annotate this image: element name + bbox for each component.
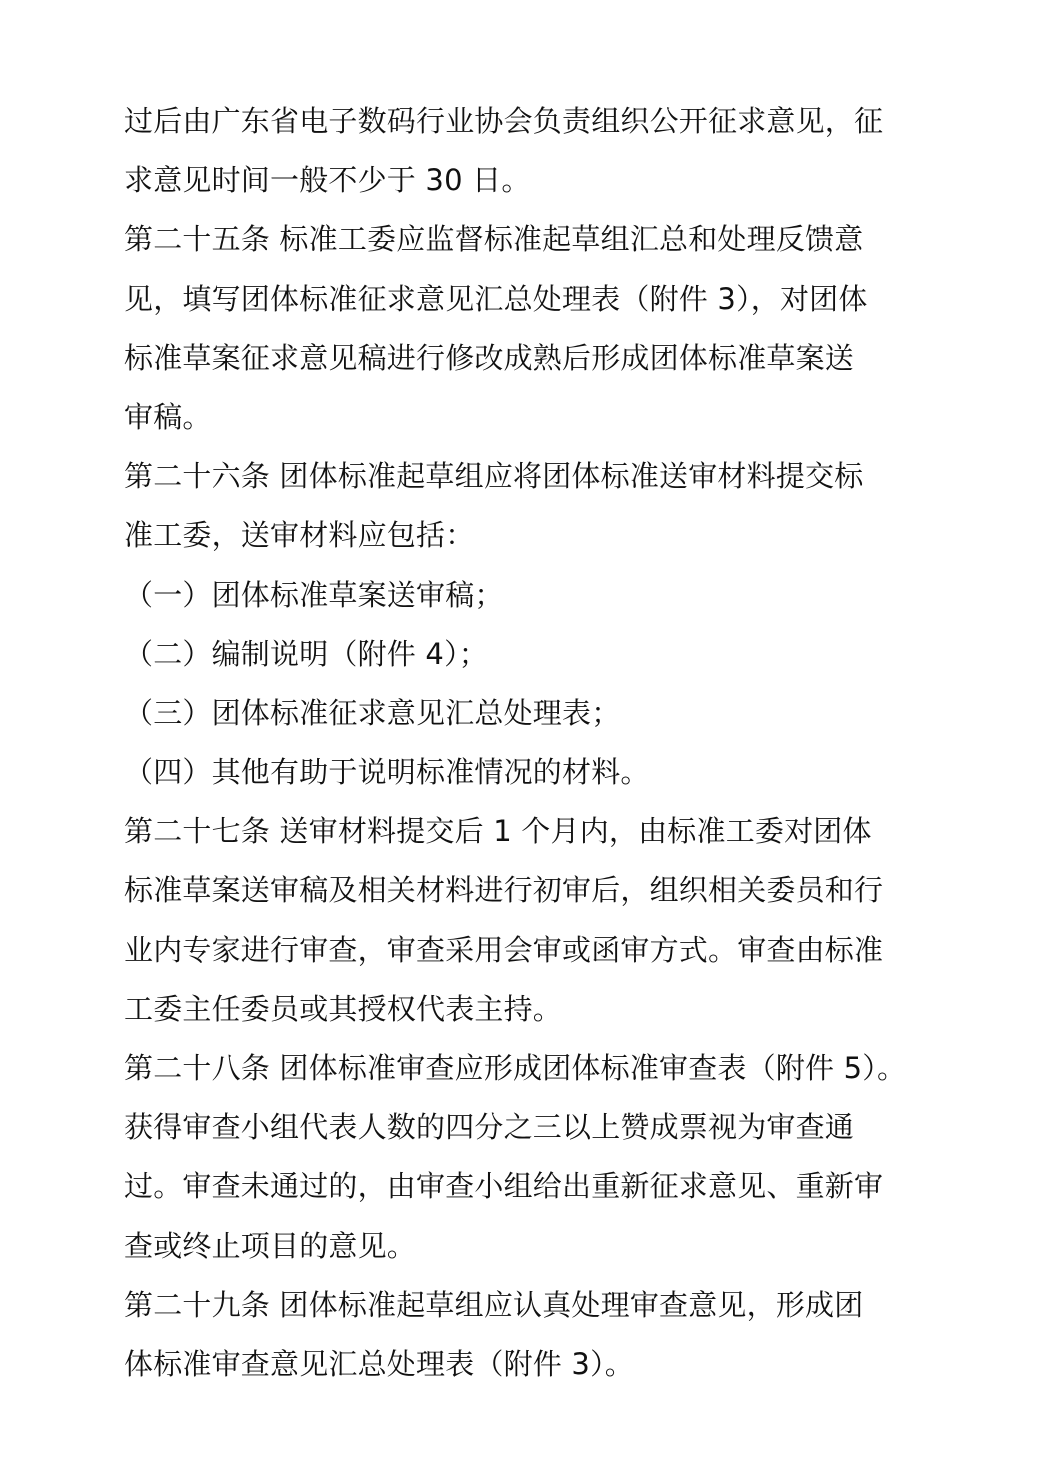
text-line: 过后由广东省电子数码行业协会负责组织公开征求意见，征: [124, 104, 884, 138]
text-line: 查或终止项目的意见。: [124, 1228, 417, 1263]
list-item: （一）团体标准草案送审稿；: [124, 577, 504, 612]
text-line: 求意见时间一般不少于 30 日。: [124, 163, 531, 198]
text-line: 过。审查未通过的，由审查小组给出重新征求意见、重新审: [124, 1169, 884, 1204]
text-line: 工委主任委员或其授权代表主持。: [124, 991, 563, 1026]
article-28-line: 第二十八条 团体标准审查应形成团体标准审查表（附件 5）。: [124, 1051, 907, 1085]
list-item: （四）其他有助于说明标准情况的材料。: [124, 755, 650, 790]
text-line: 体标准审查意见汇总处理表（附件 3）。: [124, 1346, 634, 1381]
text-line: 准工委，送审材料应包括：: [124, 518, 475, 553]
text-line: 见，填写团体标准征求意见汇总处理表（附件 3），对团体: [124, 281, 868, 316]
article-27-line: 第二十七条 送审材料提交后 1 个月内，由标准工委对团体: [124, 814, 872, 849]
text-line: 业内专家进行审查，审查采用会审或函审方式。审查由标准: [124, 932, 884, 967]
list-item: （三）团体标准征求意见汇总处理表；: [124, 695, 621, 730]
text-line: 审稿。: [124, 399, 212, 434]
article-29-line: 第二十九条 团体标准起草组应认真处理审查意见，形成团: [124, 1287, 864, 1322]
list-item: （二）编制说明（附件 4）；: [124, 636, 488, 671]
article-25-line: 第二十五条 标准工委应监督标准起草组汇总和处理反馈意: [124, 222, 864, 257]
article-26-line: 第二十六条 团体标准起草组应将团体标准送审材料提交标: [124, 459, 864, 494]
text-line: 标准草案征求意见稿进行修改成熟后形成团体标准草案送: [124, 340, 855, 375]
text-line: 获得审查小组代表人数的四分之三以上赞成票视为审查通: [124, 1110, 855, 1145]
document-body: [124, 92, 914, 1394]
text-line: 标准草案送审稿及相关材料进行初审后，组织相关委员和行: [124, 873, 884, 908]
